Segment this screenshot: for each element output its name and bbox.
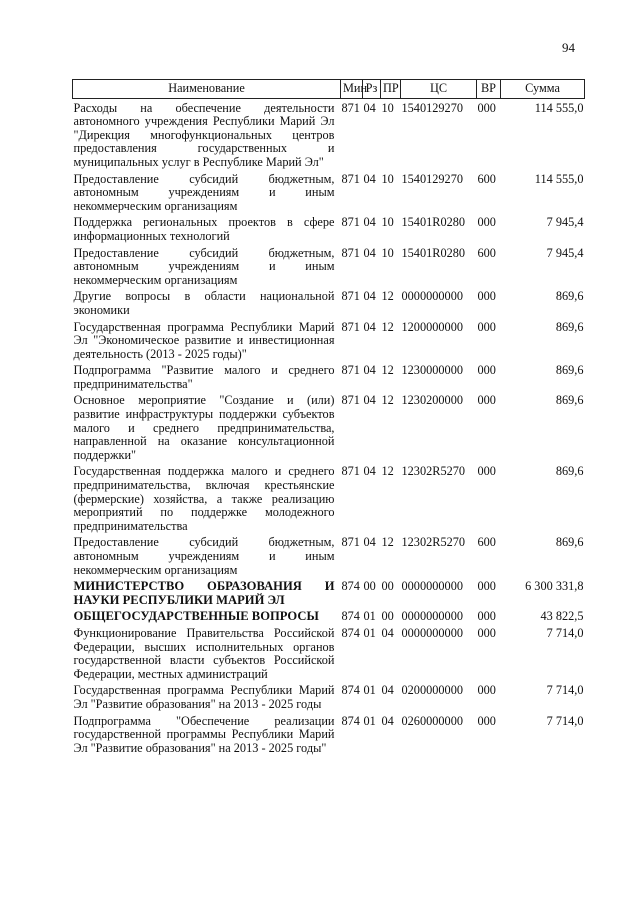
row-min: 874 bbox=[341, 625, 360, 640]
row-rz: 01 bbox=[363, 683, 376, 698]
row-name: Государственная программа Республики Марий Эл "Экономическое развитие и инвестиционная деятельность (2013 - 2025 годы)" bbox=[73, 319, 335, 361]
header-pr: ПР bbox=[381, 80, 401, 99]
row-cs: 15401R0280 bbox=[401, 215, 466, 230]
row-pr: 12 bbox=[381, 319, 394, 334]
row-name: Предоставление субсидий бюджетным, автономным учреждениям и иным некоммерческим организациям bbox=[73, 245, 335, 287]
row-vr: 600 bbox=[477, 535, 496, 550]
row-vr: 000 bbox=[477, 683, 496, 698]
row-sum: 869,6 bbox=[555, 535, 584, 550]
row-name: Государственная поддержка малого и среднего предпринимательства, включая крестьянские (фермерские) хозяйства, а также реализацию мероприятий по поддержке молодежного предпринимательства bbox=[73, 464, 335, 533]
row-rz: 04 bbox=[363, 319, 376, 334]
row-name: Подпрограмма "Развитие малого и среднего предпринимательства" bbox=[73, 363, 335, 391]
row-pr: 04 bbox=[381, 713, 394, 728]
table-row bbox=[73, 170, 585, 214]
row-min: 871 bbox=[341, 363, 360, 378]
table-row bbox=[73, 681, 585, 711]
table-row bbox=[73, 318, 585, 362]
row-sum: 7 714,0 bbox=[546, 625, 584, 640]
row-min: 871 bbox=[341, 245, 360, 260]
row-vr: 000 bbox=[477, 393, 496, 408]
row-cs: 15401R0280 bbox=[401, 245, 466, 260]
row-pr: 00 bbox=[381, 579, 394, 594]
row-min: 871 bbox=[341, 393, 360, 408]
row-pr: 10 bbox=[381, 215, 394, 230]
row-name: Другие вопросы в области национальной экономики bbox=[73, 289, 335, 317]
row-min: 874 bbox=[341, 609, 360, 624]
header-cs: ЦС bbox=[401, 80, 477, 99]
row-vr: 600 bbox=[477, 245, 496, 260]
row-sum: 869,6 bbox=[555, 363, 584, 378]
table-row bbox=[73, 98, 585, 169]
row-name: ОБЩЕГОСУДАРСТВЕННЫЕ ВОПРОСЫ bbox=[73, 609, 319, 624]
row-pr: 12 bbox=[381, 535, 394, 550]
row-rz: 04 bbox=[363, 171, 376, 186]
row-sum: 7 945,4 bbox=[546, 215, 584, 230]
row-cs: 12302R5270 bbox=[401, 464, 466, 479]
row-name: Функционирование Правительства Российской Федерации, высших исполнительных органов государственной власти субъектов Российской Федерации, местных администраций bbox=[73, 625, 335, 681]
row-pr: 12 bbox=[381, 363, 394, 378]
row-name: Предоставление субсидий бюджетным, автономным учреждениям и иным некоммерческим организациям bbox=[73, 171, 335, 213]
row-pr: 00 bbox=[381, 609, 394, 624]
row-name: Основное мероприятие "Создание и (или) развитие инфраструктуры поддержки субъектов малого и среднего предпринимательства, направленной на оказание консультационной поддержки" bbox=[73, 393, 335, 462]
row-rz: 04 bbox=[363, 289, 376, 304]
row-rz: 00 bbox=[363, 579, 376, 594]
table-row bbox=[73, 462, 585, 533]
table-body bbox=[73, 98, 585, 755]
row-vr: 000 bbox=[477, 609, 496, 624]
row-rz: 01 bbox=[363, 625, 376, 640]
row-min: 871 bbox=[341, 100, 360, 115]
row-pr: 12 bbox=[381, 289, 394, 304]
table-row bbox=[73, 624, 585, 681]
table-row bbox=[73, 607, 585, 624]
row-vr: 000 bbox=[477, 319, 496, 334]
row-vr: 000 bbox=[477, 363, 496, 378]
row-cs: 0260000000 bbox=[401, 713, 463, 728]
row-pr: 04 bbox=[381, 625, 394, 640]
row-vr: 000 bbox=[477, 289, 496, 304]
row-sum: 869,6 bbox=[555, 289, 584, 304]
table-row bbox=[73, 287, 585, 317]
row-cs: 12302R5270 bbox=[401, 535, 466, 550]
row-pr: 12 bbox=[381, 393, 394, 408]
row-cs: 1540129270 bbox=[401, 100, 463, 115]
header-rz: Рз bbox=[363, 80, 381, 99]
table-row bbox=[73, 712, 585, 756]
row-name: Государственная программа Республики Марий Эл "Развитие образования" на 2013 - 2025 годы bbox=[73, 683, 335, 711]
table-row bbox=[73, 361, 585, 391]
row-min: 871 bbox=[341, 215, 360, 230]
row-pr: 12 bbox=[381, 464, 394, 479]
row-rz: 04 bbox=[363, 363, 376, 378]
row-min: 871 bbox=[341, 289, 360, 304]
row-rz: 01 bbox=[363, 609, 376, 624]
row-name: Подпрограмма "Обеспечение реализации государственной программы Республики Марий Эл "Развитие образования" на 2013 - 2025 годы" bbox=[73, 713, 335, 755]
table-header bbox=[73, 80, 585, 99]
row-rz: 04 bbox=[363, 535, 376, 550]
row-pr: 10 bbox=[381, 171, 394, 186]
budget-table bbox=[72, 79, 585, 755]
row-min: 874 bbox=[341, 713, 360, 728]
row-vr: 600 bbox=[477, 171, 496, 186]
header-min: Мин bbox=[341, 80, 363, 99]
row-cs: 0000000000 bbox=[401, 609, 463, 624]
row-name: Расходы на обеспечение деятельности автономного учреждения Республики Марий Эл "Дирекция многофункциональных центров предоставления государственных и муниципальных услуг в Республике Марий Эл" bbox=[73, 100, 335, 169]
row-rz: 01 bbox=[363, 713, 376, 728]
row-min: 871 bbox=[341, 319, 360, 334]
row-name: МИНИСТЕРСТВО ОБРАЗОВАНИЯ И НАУКИ РЕСПУБЛИКИ МАРИЙ ЭЛ bbox=[73, 579, 335, 607]
row-sum: 7 945,4 bbox=[546, 245, 584, 260]
row-sum: 7 714,0 bbox=[546, 713, 584, 728]
row-vr: 000 bbox=[477, 625, 496, 640]
row-sum: 869,6 bbox=[555, 319, 584, 334]
row-pr: 04 bbox=[381, 683, 394, 698]
row-cs: 0000000000 bbox=[401, 625, 463, 640]
row-vr: 000 bbox=[477, 215, 496, 230]
row-rz: 04 bbox=[363, 100, 376, 115]
row-sum: 869,6 bbox=[555, 393, 584, 408]
row-vr: 000 bbox=[477, 464, 496, 479]
row-rz: 04 bbox=[363, 464, 376, 479]
row-cs: 1230000000 bbox=[401, 363, 463, 378]
row-sum: 7 714,0 bbox=[546, 683, 584, 698]
row-cs: 1540129270 bbox=[401, 171, 463, 186]
row-sum: 114 555,0 bbox=[534, 171, 584, 186]
table-row bbox=[73, 213, 585, 243]
header-sum: Сумма bbox=[501, 80, 585, 99]
row-min: 871 bbox=[341, 171, 360, 186]
row-sum: 6 300 331,8 bbox=[525, 579, 584, 594]
table-row bbox=[73, 244, 585, 288]
row-cs: 1230200000 bbox=[401, 393, 463, 408]
row-cs: 0000000000 bbox=[401, 289, 463, 304]
row-sum: 114 555,0 bbox=[534, 100, 584, 115]
row-cs: 0000000000 bbox=[401, 579, 463, 594]
row-min: 874 bbox=[341, 683, 360, 698]
row-pr: 10 bbox=[381, 245, 394, 260]
page-number: 94 bbox=[562, 40, 575, 55]
row-pr: 10 bbox=[381, 100, 394, 115]
header-vr: ВР bbox=[477, 80, 501, 99]
row-min: 871 bbox=[341, 464, 360, 479]
row-cs: 0200000000 bbox=[401, 683, 463, 698]
row-cs: 1200000000 bbox=[401, 319, 463, 334]
row-min: 874 bbox=[341, 579, 360, 594]
table-row bbox=[73, 533, 585, 577]
row-rz: 04 bbox=[363, 393, 376, 408]
row-name: Предоставление субсидий бюджетным, автономным учреждениям и иным некоммерческим организациям bbox=[73, 535, 335, 577]
header-name: Наименование bbox=[73, 80, 341, 99]
row-vr: 000 bbox=[477, 713, 496, 728]
row-vr: 000 bbox=[477, 100, 496, 115]
table-row bbox=[73, 391, 585, 462]
row-sum: 869,6 bbox=[555, 464, 584, 479]
row-rz: 04 bbox=[363, 215, 376, 230]
row-rz: 04 bbox=[363, 245, 376, 260]
row-vr: 000 bbox=[477, 579, 496, 594]
row-min: 871 bbox=[341, 535, 360, 550]
row-name: Поддержка региональных проектов в сфере информационных технологий bbox=[73, 215, 335, 243]
row-sum: 43 822,5 bbox=[540, 609, 584, 624]
table-row bbox=[73, 577, 585, 607]
